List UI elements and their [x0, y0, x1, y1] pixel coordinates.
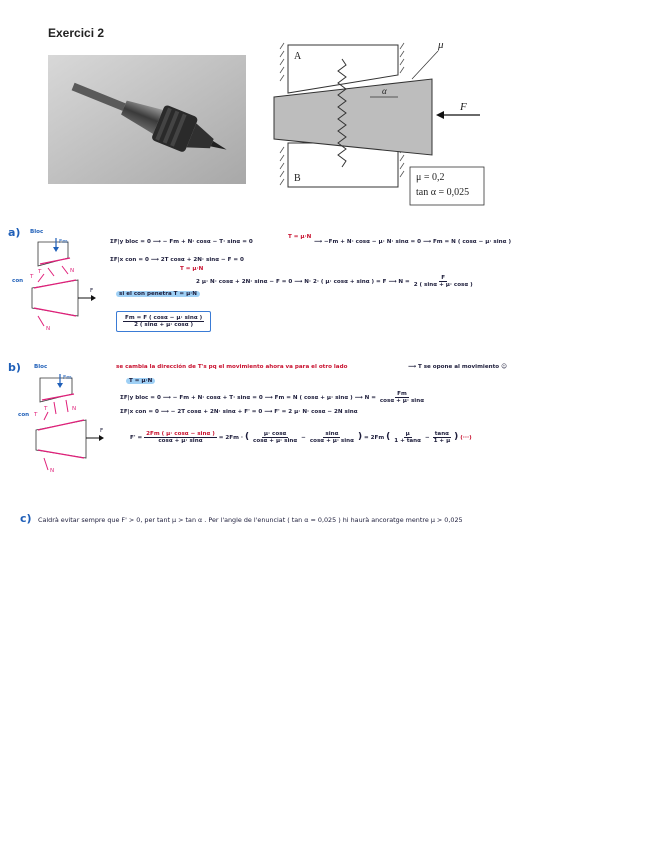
label-mu: μ — [438, 39, 444, 51]
param-mu: μ = 0,2 — [416, 172, 445, 183]
sketch-a-t2: T — [30, 274, 34, 280]
part-b-free-body-sketch — [30, 372, 110, 480]
part-b-eq3-frac1 — [251, 431, 299, 444]
part-b-eq3-lhs: F' = — [130, 435, 143, 441]
exercise-title: Exercici 2 — [48, 26, 105, 40]
part-a-result-box — [116, 311, 211, 332]
part-b-eq3-mid: = 2Fm · — [218, 435, 243, 441]
label-force: F — [460, 101, 467, 113]
part-a-eq3 — [196, 275, 475, 288]
label-b: B — [294, 173, 301, 184]
sketch-a-f: F — [90, 288, 94, 294]
part-a-eq3-fraction — [412, 275, 475, 288]
part-b-eq3-tail: (···) — [460, 435, 472, 441]
sketch-a-n2: N — [46, 326, 51, 332]
part-a-eq2: ΣF|x con = 0 ⟶ 2T cosα + 2N· sinα − F = 0 — [110, 257, 244, 263]
part-b-eq3-den: cosα + μ· sinα — [158, 438, 203, 444]
part-b-tag: T = μ·N — [126, 378, 155, 384]
part-b-eq1-fraction — [378, 391, 426, 404]
sketch-a-fm: Fm — [59, 239, 68, 245]
part-b-eq3-f2-den: cosα + μ· sinα — [309, 438, 354, 444]
param-tan: tan α = 0,025 — [416, 187, 470, 198]
part-b-eq3-minus: − — [301, 435, 306, 441]
part-b-con-label: con — [18, 412, 30, 418]
part-c-label: c) — [20, 512, 32, 525]
part-b-eq2: ΣF|x con = 0 ⟶ − 2T cosα + 2N· sinα + F' = 0 ⟶ F' = 2 μ· N· cosα − 2N sinα — [120, 409, 358, 415]
part-b-eq3-f2-num: sinα — [325, 431, 339, 437]
part-a-result-den: 2 ( sinα + μ· cosα ) — [134, 322, 194, 328]
part-b-eq3-frac2 — [308, 431, 356, 444]
sketch-b-f: F — [100, 428, 104, 434]
part-b-eq3-f1-num: μ· cosα — [263, 431, 287, 437]
label-a: A — [294, 51, 302, 62]
part-b-eq3-f4-num: tanα — [434, 431, 450, 437]
sketch-b-fm: Fm — [63, 375, 72, 381]
part-b-eq3-frac4 — [432, 431, 453, 444]
part-a-result-num: Fm = F ( cosα − μ· sinα ) — [125, 315, 203, 321]
sketch-a-t1: T — [38, 269, 42, 275]
part-a-eq1: ΣF|y bloc = 0 ⟶ − Fm + N· cosα − T· sinα = 0 — [110, 239, 253, 245]
part-b-eq1-text: ΣF|y bloc = 0 ⟶ − Fm + N· cosα + T· sinα = 0 ⟶ Fm = N ( cosα + μ· sinα ) ⟶ N = — [120, 395, 376, 401]
part-c-text: Caldrà evitar sempre que F' > 0, per tant μ > tan α . Per l'angle de l'enunciat ( tan α = 0,025 ) hi haurà ancoratge mentre μ > 0,025 — [38, 516, 463, 524]
part-a-con-label: con — [12, 278, 24, 284]
part-a-arrow-tag1: T = μ·N — [288, 234, 312, 240]
part-a-arrow-tag2: T = μ·N — [180, 266, 204, 272]
sketch-b-t1: T — [44, 406, 48, 412]
part-a-bloc-label: Bloc — [30, 229, 44, 235]
part-b-eq3: F' = $\frac{2Fm ( \mu\cdot \cos\alpha - \sin\alpha )}{\cos\alpha + \mu\cdot \sin\alpha}$ = 2Fm · ( $\frac{\mu\cdot \cos\alpha}{\cos\alpha + \mu\cdot \sin\alpha}$ − $\frac{\sin\alpha}{\cos\alpha + \mu\cdot \sin\alpha}$ ) = 2Fm ( $\frac{\mu}{1 + \tan\alpha}$ − $\frac{\tan\alpha}{1 + \mu}$ ) (···) — [130, 431, 472, 444]
part-a-note: si el con penetra T = μ·N — [116, 291, 200, 297]
part-b-label: b) — [8, 361, 21, 374]
part-b-eq3-mid2: = 2Fm — [364, 435, 385, 441]
sketch-b-t2: T — [34, 412, 38, 418]
sketch-b-n1: N — [72, 406, 77, 412]
tool-photo — [48, 55, 246, 184]
part-b-bloc-label: Bloc — [34, 364, 48, 370]
part-b-eq3-f1-den: cosα + μ· sinα — [253, 438, 298, 444]
part-b-eq3-frac3 — [392, 431, 423, 444]
part-a-eq3-den: 2 ( sinα + μ· cosα ) — [413, 282, 473, 288]
part-b-note-tail: ⟶ T se opone al movimiento ☺ — [408, 364, 507, 370]
part-a-eq3-text: 2 μ· N· cosα + 2N· sinα − F = 0 ⟶ N· 2· ( μ· cosα + sinα ) = F ⟶ N = — [196, 279, 410, 285]
part-a-eq3-num: F — [441, 275, 446, 281]
part-b-eq3-f4-den: 1 + μ — [433, 438, 451, 444]
part-b-eq1 — [120, 391, 426, 404]
part-a-result-fraction — [123, 315, 204, 328]
part-b-eq3-minus2: − — [424, 435, 430, 441]
label-alpha: α — [382, 86, 387, 96]
wedge-diagram — [270, 35, 500, 210]
part-b-eq3-frac0 — [144, 431, 217, 444]
sketch-b-n2: N — [50, 468, 55, 474]
part-b-eq1-num: Fm — [397, 391, 407, 397]
part-a-free-body-sketch — [28, 236, 100, 336]
part-b-eq3-f3-den: 1 + tanα — [394, 438, 421, 444]
part-b-eq1-den: cosα + μ· sinα — [379, 398, 425, 404]
part-b-eq3-f3-num: μ — [405, 431, 410, 437]
part-a-eq1-cont: ⟶ −Fm + N· cosα − μ· N· sinα = 0 ⟶ Fm = N ( cosα − μ· sinα ) — [314, 239, 511, 245]
part-b-red-note: se cambia la dirección de T's pq el movimiento ahora va para el otro lado — [116, 364, 348, 370]
part-a-label: a) — [8, 226, 21, 239]
part-b-eq3-num: 2Fm ( μ· cosα − sinα ) — [146, 431, 215, 437]
sketch-a-n1: N — [70, 268, 75, 274]
